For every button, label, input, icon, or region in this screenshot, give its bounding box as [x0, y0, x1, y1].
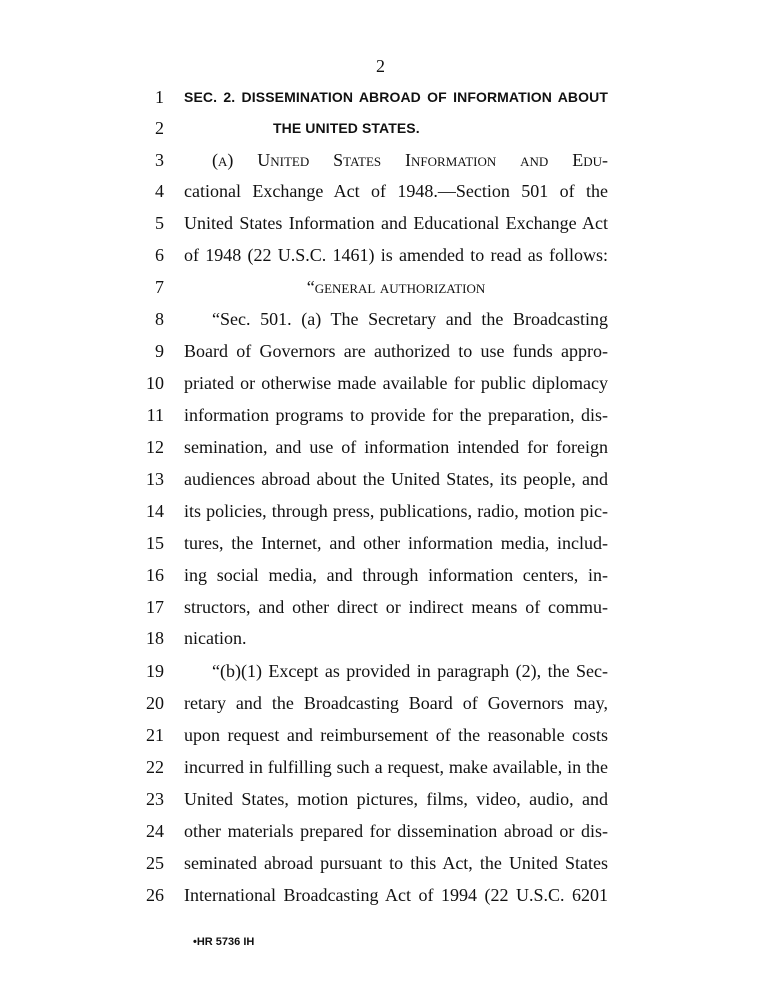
document-line	[0, 145, 761, 175]
document-line	[0, 688, 761, 718]
document-line	[0, 432, 761, 462]
line-text: upon request and reimbursement of the reasonable costs	[184, 725, 608, 745]
document-line	[0, 816, 761, 846]
page-number: 2	[376, 56, 385, 76]
document-line	[0, 368, 761, 398]
line-number: 24	[146, 821, 164, 841]
line-text: Board of Governors are authorized to use funds appro-	[184, 341, 608, 361]
section-heading-continued: THE UNITED STATES.	[273, 120, 420, 136]
line-number: 22	[146, 757, 164, 777]
line-text: other materials prepared for dissemination abroad or dis-	[184, 821, 608, 841]
document-line	[0, 240, 761, 270]
line-text: International Broadcasting Act of 1994 (22 U.S.C. 6201	[184, 885, 608, 905]
document-line	[0, 528, 761, 558]
document-line	[0, 464, 761, 494]
line-text: “Sec. 501. (a) The Secretary and the Broadcasting	[212, 309, 608, 329]
document-line	[0, 880, 761, 910]
line-text: incurred in fulfilling such a request, make available, in the	[184, 757, 608, 777]
line-number: 20	[146, 693, 164, 713]
line-text: structors, and other direct or indirect means of commu-	[184, 597, 608, 617]
line-text: United States, motion pictures, films, video, audio, and	[184, 789, 608, 809]
document-line	[0, 400, 761, 430]
line-text: its policies, through press, publications, radio, motion pic-	[184, 501, 608, 521]
document-line	[0, 304, 761, 334]
document-line	[0, 592, 761, 622]
line-number: 8	[155, 309, 164, 329]
line-number: 19	[146, 661, 164, 681]
line-number: 25	[146, 853, 164, 873]
line-number: 11	[146, 405, 164, 425]
line-number: 3	[155, 150, 164, 170]
line-number: 4	[155, 181, 164, 201]
line-text: ing social media, and through information centers, in-	[184, 565, 608, 585]
line-number: 7	[155, 277, 164, 297]
bill-identifier-footer: •HR 5736 IH	[193, 936, 255, 948]
line-number: 17	[146, 597, 164, 617]
document-line	[0, 848, 761, 878]
line-number: 26	[146, 885, 164, 905]
document-line	[0, 336, 761, 366]
line-number: 10	[146, 373, 164, 393]
document-line	[0, 113, 761, 143]
line-number: 1	[155, 87, 164, 107]
line-text: nication.	[184, 628, 247, 648]
line-number: 6	[155, 245, 164, 265]
document-line	[0, 656, 761, 686]
document-line	[0, 208, 761, 238]
line-text: information programs to provide for the preparation, dis-	[184, 405, 608, 425]
line-text: United States Information and Educational Exchange Act	[184, 213, 608, 233]
line-text: seminated abroad pursuant to this Act, the United States	[184, 853, 608, 873]
line-number: 13	[146, 469, 164, 489]
document-line	[0, 272, 761, 302]
subsection-heading: (a) United States Information and Edu-	[212, 150, 608, 170]
line-number: 5	[155, 213, 164, 233]
line-text: priated or otherwise made available for public diplomacy	[184, 373, 608, 393]
line-number: 9	[155, 341, 164, 361]
line-text: retary and the Broadcasting Board of Governors may,	[184, 693, 608, 713]
line-text: of 1948 (22 U.S.C. 1461) is amended to read as follows:	[184, 245, 608, 265]
line-number: 12	[146, 437, 164, 457]
line-text: cational Exchange Act of 1948.—Section 501 of the	[184, 181, 608, 201]
line-number: 15	[146, 533, 164, 553]
line-text: semination, and use of information intended for foreign	[184, 437, 608, 457]
document-line	[0, 82, 761, 112]
line-number: 2	[155, 118, 164, 138]
line-text: “(b)(1) Except as provided in paragraph (2), the Sec-	[212, 661, 608, 681]
section-caption: “general authorization	[306, 277, 486, 297]
line-text: audiences abroad about the United States, its people, and	[184, 469, 608, 489]
document-line	[0, 752, 761, 782]
document-line	[0, 560, 761, 590]
document-line	[0, 720, 761, 750]
section-heading: SEC. 2. DISSEMINATION ABROAD OF INFORMATION ABOUT	[184, 89, 608, 105]
document-line	[0, 784, 761, 814]
line-number: 21	[146, 725, 164, 745]
line-number: 23	[146, 789, 164, 809]
line-number: 14	[146, 501, 164, 521]
line-number: 18	[146, 628, 164, 648]
line-text: tures, the Internet, and other information media, includ-	[184, 533, 608, 553]
document-line	[0, 496, 761, 526]
document-line	[0, 623, 761, 653]
line-number: 16	[146, 565, 164, 585]
document-line	[0, 176, 761, 206]
